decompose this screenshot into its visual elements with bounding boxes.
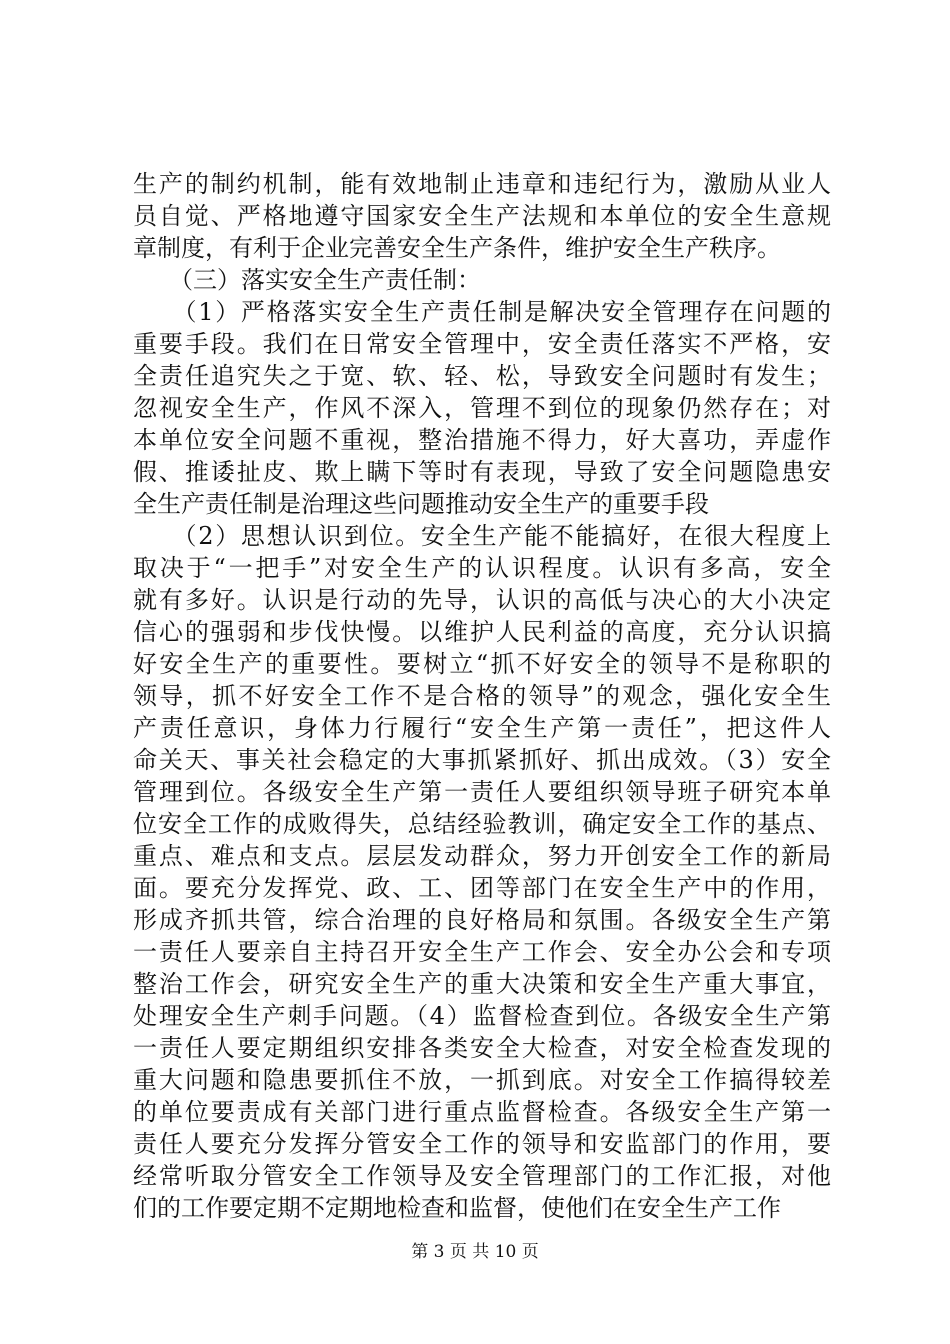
text-line: 一责任人要亲自主持召开安全生产工作会、安全办公会和专项 — [133, 938, 831, 966]
text-line: 好安全生产的重要性。要树立“抓不好安全的领导不是称职的 — [133, 650, 831, 678]
text-line: 全生产责任制是治理这些问题推动安全生产的重要手段 — [133, 490, 709, 518]
text-line: （三）落实安全生产责任制： — [133, 266, 481, 294]
text-line: 员自觉、严格地遵守国家安全生产法规和本单位的安全生意规 — [133, 202, 831, 230]
text-line: 取决于“一把手”对安全生产的认识程度。认识有多高，安全 — [133, 554, 831, 582]
text-line: 位安全工作的成败得失，总结经验教训，确定安全工作的基点、 — [133, 810, 831, 838]
text-line: 重大问题和隐患要抓住不放，一抓到底。对安全工作搞得较差 — [133, 1066, 831, 1094]
text-line: 产责任意识，身体力行履行“安全生产第一责任”，把这件人 — [133, 714, 831, 742]
text-line: 形成齐抓共管，综合治理的良好格局和氛围。各级安全生产第 — [133, 906, 831, 934]
text-line: 重要手段。我们在日常安全管理中，安全责任落实不严格，安 — [133, 330, 831, 358]
text-line: 生产的制约机制，能有效地制止违章和违纪行为，激励从业人 — [133, 170, 831, 198]
text-line: 命关天、事关社会稳定的大事抓紧抓好、抓出成效。（3）安全 — [133, 746, 831, 774]
text-line: （1）严格落实安全生产责任制是解决安全管理存在问题的 — [133, 298, 831, 326]
text-line: 就有多好。认识是行动的先导，认识的高低与决心的大小决定 — [133, 586, 831, 614]
text-line: 全责任追究失之于宽、软、轻、松，导致安全问题时有发生； — [133, 362, 831, 390]
text-line: 处理安全生产刺手问题。（4）监督检查到位。各级安全生产第 — [133, 1002, 831, 1030]
text-line: （2）思想认识到位。安全生产能不能搞好，在很大程度上 — [133, 522, 831, 550]
text-line: 重点、难点和支点。层层发动群众，努力开创安全工作的新局 — [133, 842, 831, 870]
text-line: 本单位安全问题不重视，整治措施不得力，好大喜功，弄虚作 — [133, 426, 831, 454]
text-line: 一责任人要定期组织安排各类安全大检查，对安全检查发现的 — [133, 1034, 831, 1062]
text-line: 管理到位。各级安全生产第一责任人要组织领导班子研究本单 — [133, 778, 831, 806]
text-line: 信心的强弱和步伐快慢。以维护人民利益的高度，充分认识搞 — [133, 618, 831, 646]
text-line: 经常听取分管安全工作领导及安全管理部门的工作汇报，对他 — [133, 1162, 831, 1190]
text-line: 领导，抓不好安全工作不是合格的领导”的观念，强化安全生 — [133, 682, 831, 710]
text-line: 们的工作要定期不定期地检查和监督，使他们在安全生产工作 — [133, 1194, 781, 1222]
text-line: 忽视安全生产，作风不深入，管理不到位的现象仍然存在；对 — [133, 394, 831, 422]
text-line: 整治工作会，研究安全生产的重大决策和安全生产重大事宜， — [133, 970, 831, 998]
page-footer: 第 3 页 共 10 页 — [411, 1242, 539, 1262]
body-text — [133, 168, 831, 1224]
text-line: 面。要充分发挥党、政、工、团等部门在安全生产中的作用， — [133, 874, 831, 902]
text-line: 章制度，有利于企业完善安全生产条件，维护安全生产秩序。 — [133, 234, 781, 262]
text-line: 假、推诿扯皮、欺上瞒下等时有表现，导致了安全问题隐患安 — [133, 458, 831, 486]
text-line: 的单位要责成有关部门进行重点监督检查。各级安全生产第一 — [133, 1098, 831, 1126]
text-line: 责任人要充分发挥分管安全工作的领导和安监部门的作用，要 — [133, 1130, 831, 1158]
